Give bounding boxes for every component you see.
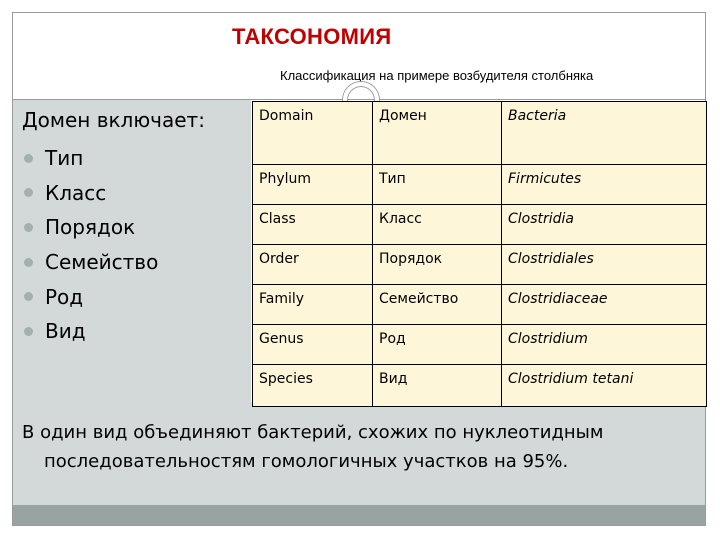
list-item <box>22 314 158 349</box>
slide-subtitle: Классификация на примере возбудителя столбняка <box>280 68 594 83</box>
table-row <box>253 285 707 325</box>
list-item <box>22 141 158 176</box>
taxon-cell: Clostridium <box>502 325 707 365</box>
latin-rank-cell: Species <box>253 365 373 407</box>
rank-label: Тип <box>45 146 84 171</box>
russian-rank-cell: Род <box>373 325 502 365</box>
taxon-cell: Firmicutes <box>502 165 707 205</box>
bullet-icon <box>24 154 33 163</box>
list-item <box>22 176 158 211</box>
taxon-cell: Clostridiales <box>502 245 707 285</box>
domain-heading: Домен включает: <box>22 108 205 132</box>
list-item <box>22 245 158 280</box>
bullet-icon <box>24 258 33 267</box>
slide-title: ТАКСОНОМИЯ <box>232 24 392 49</box>
bullet-icon <box>24 223 33 232</box>
rank-label: Порядок <box>45 215 136 240</box>
footer-bar <box>13 505 705 525</box>
latin-rank-cell: Phylum <box>253 165 373 205</box>
table-row <box>253 205 707 245</box>
rank-list <box>22 141 158 349</box>
latin-rank-cell: Genus <box>253 325 373 365</box>
rank-label: Класс <box>45 180 107 205</box>
table-row <box>253 365 707 407</box>
russian-rank-cell: Домен <box>373 102 502 165</box>
bullet-icon <box>24 188 33 197</box>
rank-label: Род <box>45 284 84 309</box>
taxon-cell: Bacteria <box>502 102 707 165</box>
russian-rank-cell: Вид <box>373 365 502 407</box>
taxon-cell: Clostridiaceae <box>502 285 707 325</box>
table-row <box>253 325 707 365</box>
table-row <box>253 165 707 205</box>
russian-rank-cell: Порядок <box>373 245 502 285</box>
latin-rank-cell: Domain <box>253 102 373 165</box>
list-item <box>22 210 158 245</box>
russian-rank-cell: Семейство <box>373 285 502 325</box>
footnote-text: В один вид объединяют бактерий, схожих по нуклеотидным последовательностям гомологичных участков на 95%. <box>22 422 604 472</box>
russian-rank-cell: Класс <box>373 205 502 245</box>
bullet-icon <box>24 292 33 301</box>
russian-rank-cell: Тип <box>373 165 502 205</box>
latin-rank-cell: Family <box>253 285 373 325</box>
taxonomy-table <box>252 101 707 407</box>
rank-label: Вид <box>45 319 86 344</box>
table-row <box>253 102 707 165</box>
taxon-cell: Clostridia <box>502 205 707 245</box>
latin-rank-cell: Class <box>253 205 373 245</box>
latin-rank-cell: Order <box>253 245 373 285</box>
bullet-icon <box>24 327 33 336</box>
taxon-cell: Clostridium tetani <box>502 365 707 407</box>
table-row <box>253 245 707 285</box>
list-item <box>22 279 158 314</box>
rank-label: Семейство <box>45 250 159 275</box>
